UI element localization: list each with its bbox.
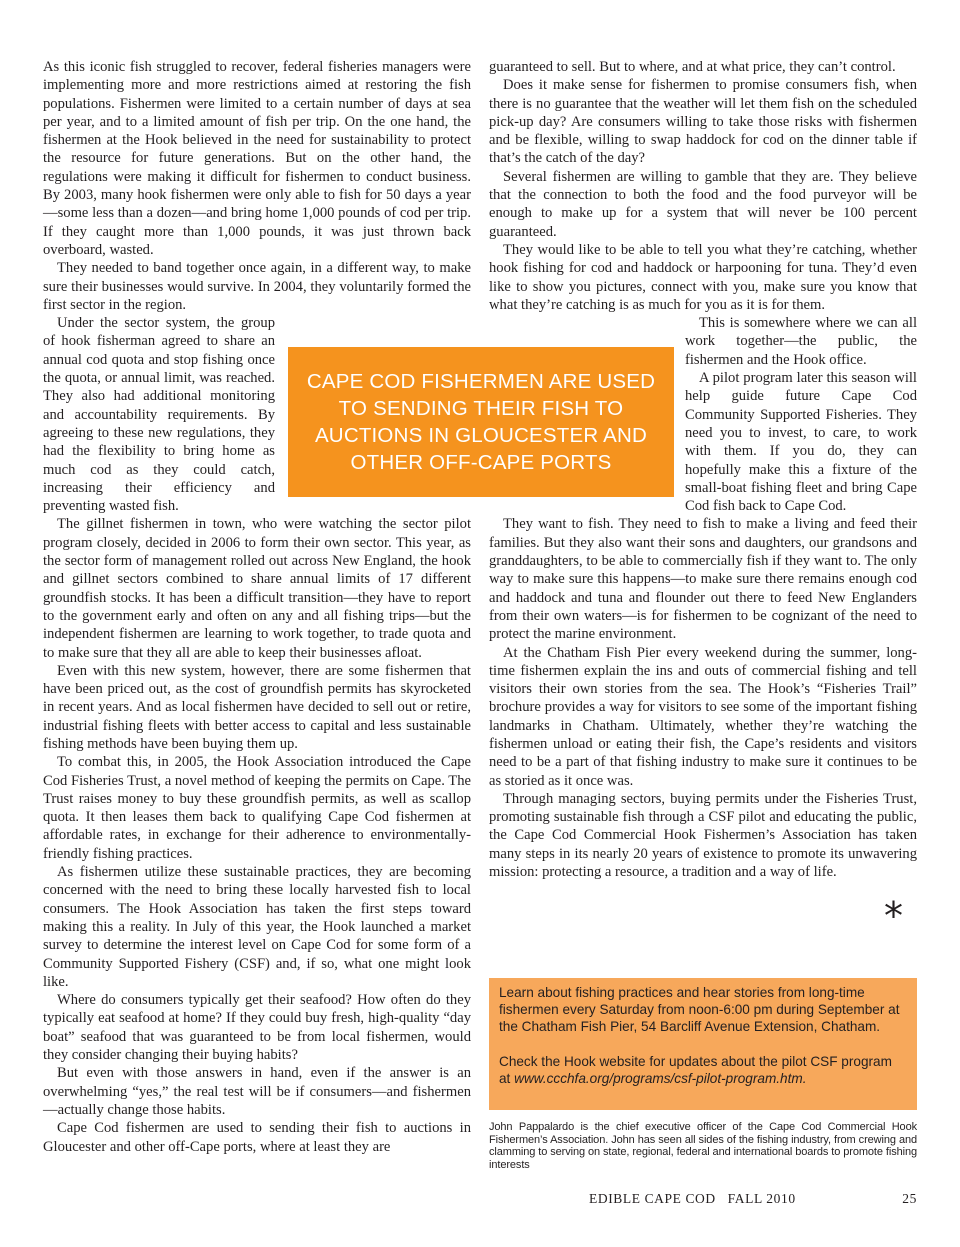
paragraph: As fishermen utilize these sustainable practices, they are becoming concerned with the need to bring these locally harvested fish to local consumers. The Hook Association has taken the first steps toward making this a reality. In July of this year, the Hook launched a market survey to determine the interest level on Cape Cod for some form of a Community Supported Fishery (CSF) and, if so, what one might look like. [43,864,471,990]
info-box-text: Check the Hook website for updates about the pilot CSF program at [499,1053,892,1086]
paragraph: They want to fish. They need to fish to make a living and feed their families. But they also want their sons and daughters, our grandsons and granddaughters, to be able to commercially fish if they want to. The only way to make sure this happens—to make sure there remains enough cod and haddock and tuna and flounder out there to feed New Englanders from their own waters—is for fishermen to be cognizant of the need to protect the marine environment. [489,516,917,643]
paragraph: This is somewhere where we can all work together—the public, the fishermen and the Hook office. [685,315,917,368]
paragraph: Through managing sectors, buying permits under the Fisheries Trust, promoting sustainable fish through a CSF pilot and educating the public, the Cape Cod Commercial Hook Fishermen’s Association has taken many steps in its nearly 20 years of existence to promote its unwavering mission: protecting a resource, a tradition and a way of life. [489,790,917,881]
paragraph: At the Chatham Fish Pier every weekend during the summer, long-time fishermen explain the ins and outs of commercial fishing and tell visitors their own stories from the sea. The Hook’s “Fisheries Trail” brochure provides a way for visitors to see some of the important fishing landmarks in Chatham. Ultimately, whether they’re watching the fishermen unload or eating their fish, the Cape’s residents and visitors need to be a part of that fishing industry to make sure it continues to be as storied as it once was. [489,644,917,789]
publication-name: EDIBLE CAPE COD FALL 2010 [589,1191,796,1206]
pull-quote [288,347,674,497]
paragraph: As this iconic fish struggled to recover, federal fisheries managers were implementing more and more restrictions aimed at restoring the fish populations. Fishermen were limited to a certain number of days at sea per year, and to a limited amount of fish per trip. On the one hand, the fishermen at the Hook believed in the need for sustainability to protect the resource for future generations. But on the other hand, the regulations were making it difficult for fishermen to conduct business. By 2003, many hook fishermen were only able to fish for 50 days a year—some less than a dozen—and bring home 1,000 pounds of cod per trip. If they caught more than 1,000 pounds, it was just thrown back overboard, wasted. [43,59,471,258]
info-box [489,978,917,1110]
left-column [43,58,471,1156]
info-box-paragraph: Learn about fishing practices and hear stories from long-time fishermen every Saturday from noon-6:00 pm during September at the Chatham Fish Pier, 54 Barcliff Avenue Extension, Chatham. [499,985,900,1035]
paragraph: Under the sector system, the group of hook fisherman agreed to share an annual cod quota and stop fishing once the quota, or annual limit, was reached. They also had additional monitoring and accountability requirements. By agreeing to these new regulations, they had the flexibility to bring home as much cod as they could catch, increasing their efficiency and preventing wasted fish. [43,315,275,515]
paragraph: They would like to be able to tell you what they’re catching, whether hook fishing for cod and haddock or harpooning for tuna. They’d even like to show you pictures, connect with you, make sure you know that what they’re catching is as much for you as it is for them. [489,241,917,313]
info-box-paragraph [499,1053,907,1087]
author-bio: John Pappalardo is the chief executive officer of the Cape Cod Commercial Hook Fishermen’s Association. John has seen all sides of the fishing industry, from crewing and clamming to serving on state, regional, federal and international boards to promote fishing interests [489,1121,917,1171]
paragraph: A pilot program later this season will help guide future Cape Cod Community Supported Fisheries. They need you to invest, to care, to work with them. If you do, they can hopefully make this a fixture of the small-boat fishing fleet and bring Cape Cod fish back to Cape Cod. [685,370,917,515]
paragraph: Even with this new system, however, there are some fishermen that have been priced out, as the cost of groundfish permits has skyrocketed in recent years. And as local fishermen have decided to sell out or retire, industrial fishing fleets with better access to capital and less sustainable fishing methods have been buying them up. [43,662,471,752]
paragraph: They needed to band together once again, in a different way, to make sure their businesses would survive. In 2004, they voluntarily formed the first sector in the region. [43,260,471,313]
end-mark-icon: * [884,894,903,938]
website-link[interactable]: www.ccchfa.org/programs/csf-pilot-program.htm. [514,1070,807,1086]
paragraph: Several fishermen are willing to gamble that they are. They believe that the connection to both the food and the food purveyor will be enough to make up for a system that will never be 100 percent guaranteed. [489,168,917,240]
paragraph: guaranteed to sell. But to where, and at what price, they can’t control. [489,59,896,75]
paragraph: The gillnet fishermen in town, who were watching the sector pilot program closely, decided in 2006 to form their own sector. This year, as the sector form of management rolled out across New England, the hook and gillnet sectors combined to share annual limits of 17 different groundfish stocks. It has been a difficult transition—they have to report to the government early and often on any and all fishing trips—but the independent fishermen are learning to work together, to trade quota and to make sure that they all are able to keep their businesses afloat. [43,516,471,661]
paragraph: Cape Cod fishermen are used to sending their fish to auctions in Gloucester and other off-Cape ports, where at least they are [43,1120,471,1155]
page-number: 25 [902,1191,917,1206]
paragraph: Where do consumers typically get their seafood? How often do they typically eat seafood at home? If they could buy fresh, high-quality “day boat” seafood that was guaranteed to be from local fishermen, would they consider changing their buying habits? [43,992,471,1064]
pull-quote-text: CAPE COD FISHERMEN ARE USED TO SENDING THEIR FISH TO AUCTIONS IN GLOUCESTER AND OTHER OFF-CAPE PORTS [306,370,656,474]
paragraph: Does it make sense for fishermen to promise consumers fish, when there is no guarantee that the weather will let them fish on the scheduled pick-up day? Are consumers willing to take those risks with fishermen and be flexible, willing to swap haddock for cod on the dinner table if that’s the catch of the day? [489,77,917,167]
paragraph: But even with those answers in hand, even if the answer is an overwhelming “yes,” the real test will be if consumers—and fishermen—actually change those habits. [43,1065,471,1118]
paragraph: To combat this, in 2005, the Hook Association introduced the Cape Cod Fisheries Trust, a novel method of keeping the permits on Cape. The Trust raises money to buy these groundfish permits, as well as scallop quota. It then leases them back to qualifying Cape Cod fishermen at affordable rates, in exchange for their adherence to environmentally-friendly fishing practices. [43,754,471,862]
